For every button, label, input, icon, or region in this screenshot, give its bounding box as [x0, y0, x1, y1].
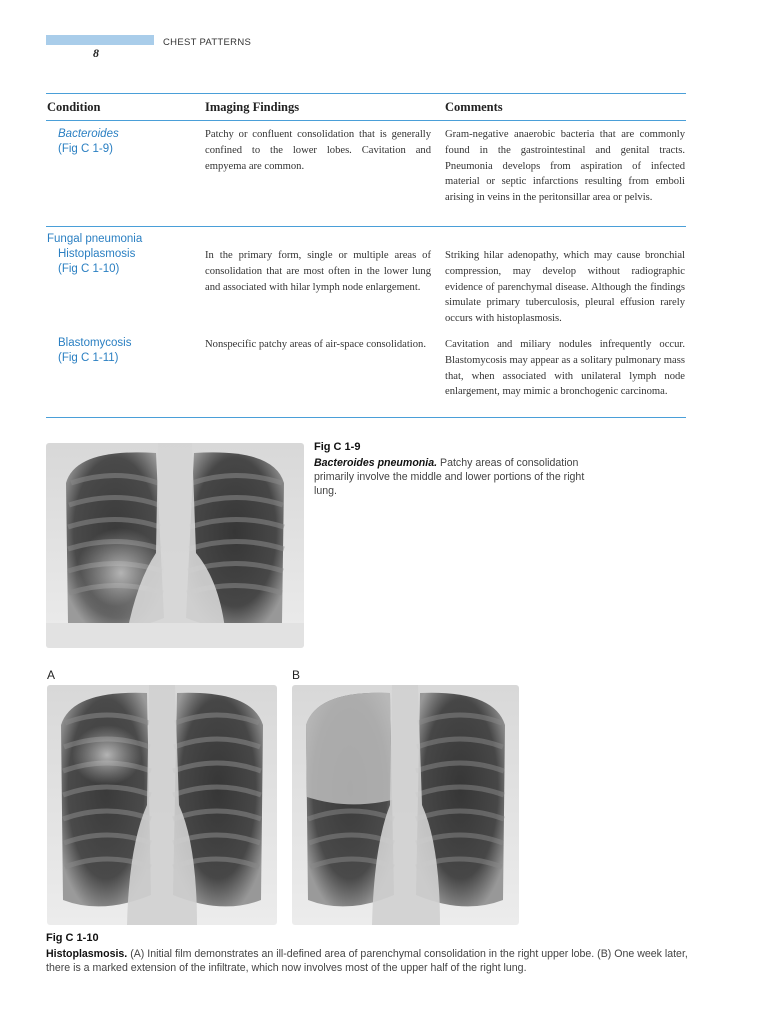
chest-xray-image-fig-1-10a	[47, 685, 277, 925]
condition-cell	[58, 336, 132, 366]
page-number: 8	[93, 46, 99, 60]
condition-name: Histoplasmosis	[58, 248, 136, 260]
comments-cell: Striking hilar adenopathy, which may cause bronchial compression, may develop without radiographic evidence of parenchymal disease. Although the findings simulate primary tuberculosis, pleural effusion rarely occurs with histoplasmosis.	[445, 250, 685, 325]
condition-cell	[58, 247, 135, 277]
figure-caption-body: (A) Initial film demonstrates an ill-defined area of parenchymal consolidation in the right upper lobe. (B) One week later, there is a marked extension of the infiltrate, which now involves most of the upper half of the right lung.	[46, 948, 688, 974]
figure-caption	[314, 456, 594, 498]
findings-cell: Patchy or confluent consolidation that is generally confined to the lower lobes. Cavitation and empyema are common.	[205, 129, 431, 172]
findings-cell: Nonspecific patchy areas of air-space consolidation.	[205, 339, 426, 350]
chest-xray-image-fig-1-10b	[292, 685, 519, 925]
figure-reference: (Fig C 1-10)	[58, 263, 120, 275]
figure-caption-title: Histoplasmosis.	[46, 948, 128, 960]
figure-caption-body: Patchy areas of consolidation primarily involve the middle and lower portions of the right lung.	[314, 457, 585, 497]
table-top-rule	[46, 93, 686, 94]
table-header-rule	[46, 120, 686, 121]
header-accent-bar	[46, 35, 154, 45]
column-header-condition: Condition	[47, 100, 101, 114]
table-row-rule	[46, 226, 686, 227]
condition-name: Bacteroides	[58, 128, 119, 140]
column-header-comments: Comments	[445, 100, 503, 114]
figure-caption-title: Bacteroides pneumonia.	[314, 457, 438, 469]
comments-cell: Gram-negative anaerobic bacteria that are commonly found in the gastrointestinal and genital tracts. Pneumonia develops from aspiration of infected material or septic infarctions resulting from emboli arising in veins in the peritonsillar area or pelvis.	[445, 129, 685, 204]
chest-xray-image-fig-1-9	[46, 443, 304, 648]
table-bottom-rule	[46, 417, 686, 418]
panel-label-a: A	[47, 668, 56, 682]
section-title: CHEST PATTERNS	[163, 37, 252, 48]
condition-name: Blastomycosis	[58, 337, 132, 349]
comments-cell: Cavitation and miliary nodules infrequently occur. Blastomycosis may appear as a solitary pulmonary mass that, when associated with unilateral lymph node enlargement, may mimic a bronchogenic carcinoma.	[445, 339, 685, 398]
figure-reference: (Fig C 1-11)	[58, 352, 119, 364]
column-header-imaging-findings: Imaging Findings	[205, 100, 300, 114]
findings-cell: In the primary form, single or multiple areas of consolidation that are most often in the lower lung and associated with hilar lymph node enlargement.	[205, 250, 431, 293]
group-label: Fungal pneumonia	[47, 233, 143, 245]
figure-label: Fig C 1-10	[46, 932, 99, 944]
condition-cell	[58, 127, 119, 157]
panel-label-b: B	[292, 668, 301, 682]
figure-reference: (Fig C 1-9)	[58, 143, 113, 155]
figure-label: Fig C 1-9	[314, 441, 361, 453]
figure-caption	[46, 947, 706, 975]
